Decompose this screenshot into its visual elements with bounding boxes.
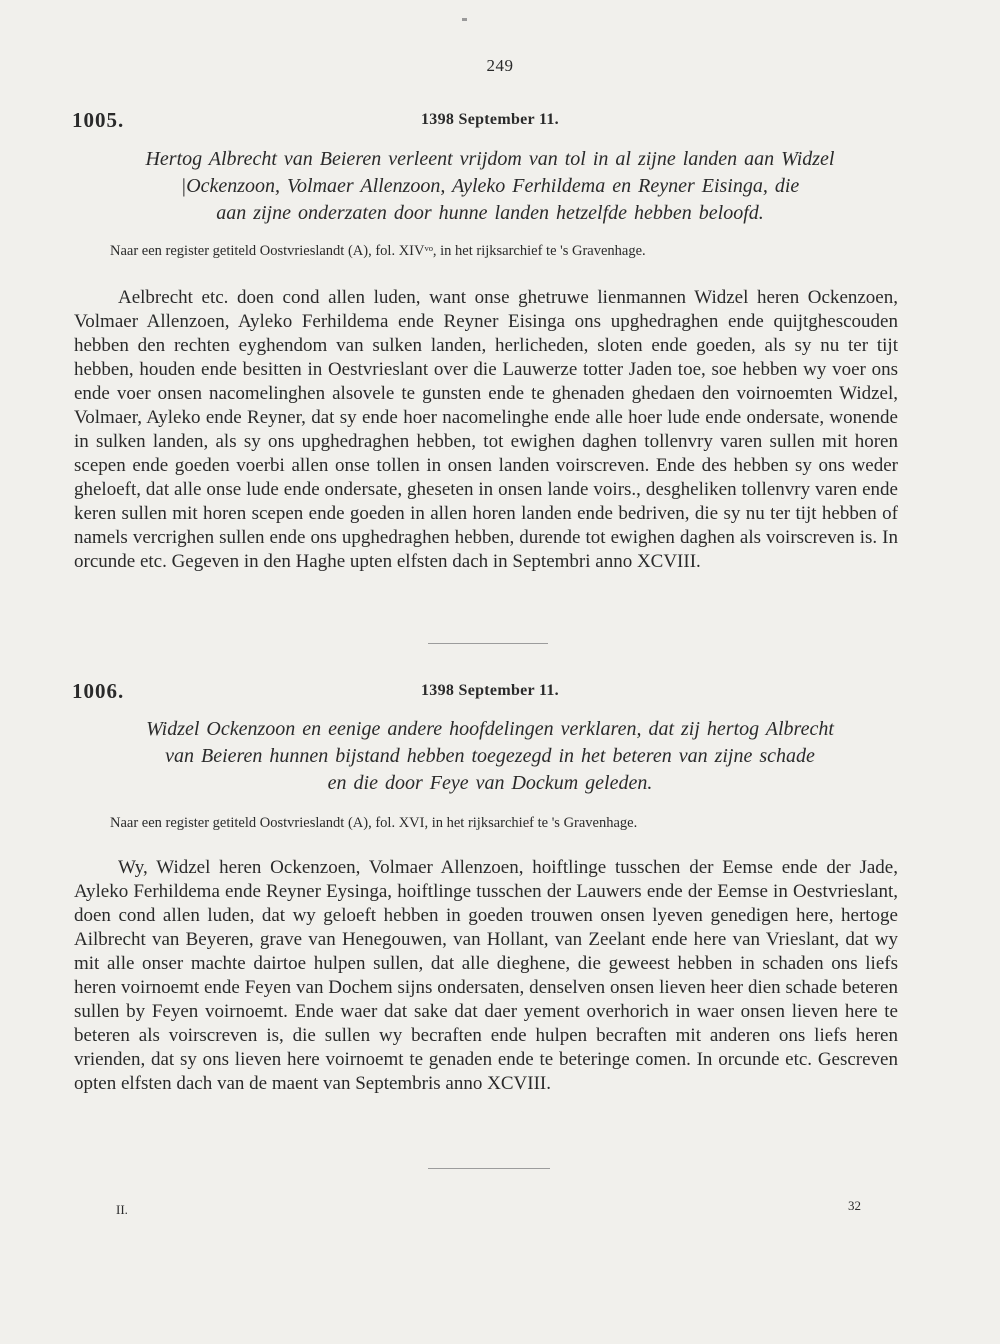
source-note: Naar een register getiteld Oostvrieslandt (A), fol. XVI, in het rijksarchief te 's Gravenhage. xyxy=(110,815,638,831)
summary-line: van Beieren hunnen bijstand hebben toegezegd in het beteren van zijne schade xyxy=(165,745,815,767)
entry-number: 1006. xyxy=(72,679,125,703)
entry-number: 1005. xyxy=(72,108,125,132)
summary-line: aan zijne onderzaten door hunne landen hetzelfde hebben beloofd. xyxy=(216,202,764,224)
charter-text xyxy=(74,856,898,1096)
page-number: 249 xyxy=(486,56,514,75)
charter-text xyxy=(74,286,898,574)
summary-line: Widzel Ockenzoon en eenige andere hoofdelingen verklaren, dat zij hertog Albrecht xyxy=(146,718,834,740)
scan-speck xyxy=(462,18,467,21)
entry-summary xyxy=(110,716,870,797)
charter-paragraph: Aelbrecht etc. doen cond allen luden, want onse ghetruwe lienmannen Widzel heren Ockenzoen, Volmaer Allenzoen, Ayleko Ferhildema ende Reyner Eisinga ons upghedraghen ende quijtghescouden hebben den rechten eyghendom van sulken landen, herlicheden, sloten ende goeden, als sy nu ter tijt hebben, houden ende besitten in Oestvrieslant over die Lauwerze totter Jaden toe, soe hebben wy voer ons ende voer onsen nacomelinghen alsovele te gunsten ende te ghenaden ghedaen den voirnoemten Widzel, Volmaer, Ayleko ende Reyner, dat sy ende hoer nacomelinghe ende alle hoer lude ende ondersate, wonende in sulken landen, als sy ons upghedraghen hebben, tot ewighen daghen tollenvry varen sullen mit horen scepen ende goeden voerbi allen onse tollen in onsen landen voirscreven. Ende des hebben sy ons weder gheloeft, dat alle onse lude ende ondersate, gheseten in onsen lande voirs., desgheliken tollenvry varen ende keren sullen mit horen scepen ende goeden in allen horen landen ende bedriven, die sy nu ter tijt hebben of namels vercrighen sullen ende ons upghedraghen hebben, durende tot ewighen daghen als voirscreven is. In orcunde etc. Gegeven in den Haghe upten elfsten dach in Septembri anno XCVIII. xyxy=(74,287,898,572)
source-note: Naar een register getiteld Oostvrieslandt (A), fol. XIVᵛᵒ, in het rijksarchief te 's Gravenhage. xyxy=(110,243,646,259)
summary-line: Hertog Albrecht van Beieren verleent vrijdom van tol in al zijne landen aan Widzel xyxy=(145,148,835,170)
summary-line: en die door Feye van Dockum geleden. xyxy=(327,772,653,794)
entry-date: 1398 September 11. xyxy=(421,111,559,128)
gathering-signature: 32 xyxy=(848,1198,861,1213)
entry-date: 1398 September 11. xyxy=(421,682,559,699)
section-separator xyxy=(428,643,548,644)
entry-summary xyxy=(110,146,870,227)
volume-mark: II. xyxy=(116,1202,128,1217)
summary-line: |Ockenzoon, Volmaer Allenzoon, Ayleko Ferhildema en Reyner Eisinga, die xyxy=(180,175,800,197)
section-separator xyxy=(428,1168,550,1169)
charter-paragraph: Wy, Widzel heren Ockenzoen, Volmaer Allenzoen, hoiftlinge tusschen der Eemse ende der Jade, Ayleko Ferhildema ende Reyner Eysinga, hoiftlinge tusschen der Lauwers ende der Eemse in Oestvrieslant, doen cond allen luden, dat wy geloeft hebben in goeden trouwen onsen lyeven genedigen here, hertoge Ailbrecht van Beyeren, grave van Henegouwen, van Hollant, van Zeelant ende here van Vrieslant, dat wy mit alle onser machte dairtoe hulpen sullen, dat alle dieghene, die geweest hebben in schaden ons liefs heren voirnoemt ende Feyen van Dochem sijns ondersaten, denselven onsen lieven heer dien schade beteren sullen by Feyen voirnoemt. Ende waer dat sake dat daer yement overhorich in waer onsen lieven here te beteren als voirscreven is, die sullen wy becraften ende hulpen becraften mit anderen ons liefs heren vrienden, dat sy ons lieven here voirnoemt te genaden ende te beteringe comen. In orcunde etc. Gescreven opten elfsten dach van de maent van Septembris anno XCVIII. xyxy=(74,857,898,1094)
